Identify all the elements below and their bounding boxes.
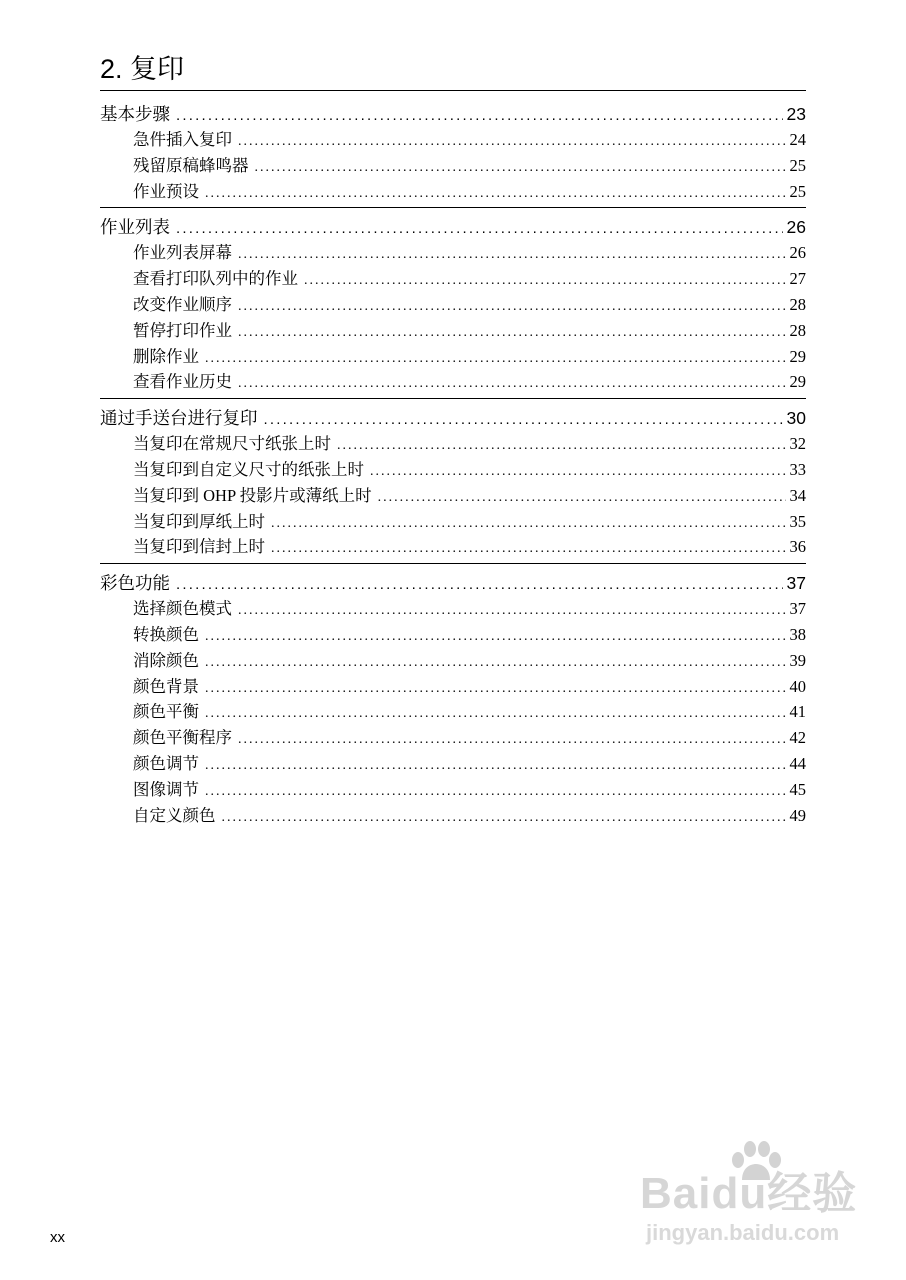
dot-leader bbox=[205, 701, 786, 727]
table-of-contents bbox=[100, 101, 806, 828]
toc-entry-page: 44 bbox=[789, 753, 806, 773]
toc-entry-page: 25 bbox=[789, 181, 806, 201]
toc-entry-page: 28 bbox=[789, 294, 806, 314]
toc-entry-page: 34 bbox=[789, 485, 806, 505]
toc-entry-title: 作业列表屏幕 bbox=[133, 243, 232, 263]
dot-leader bbox=[264, 407, 783, 433]
toc-entry-row[interactable] bbox=[100, 369, 806, 395]
toc-entry-row[interactable] bbox=[100, 596, 806, 622]
toc-entry-page: 26 bbox=[789, 243, 806, 263]
toc-heading-page: 37 bbox=[786, 573, 806, 594]
toc-entry-title: 作业预设 bbox=[133, 181, 199, 201]
dot-leader bbox=[378, 485, 786, 511]
toc-heading-page: 23 bbox=[786, 104, 806, 124]
toc-entry-row[interactable] bbox=[100, 751, 806, 777]
baidu-watermark bbox=[640, 1140, 858, 1250]
dot-leader bbox=[238, 242, 786, 268]
toc-entry-page: 40 bbox=[789, 676, 806, 696]
toc-section bbox=[100, 405, 806, 564]
dot-leader bbox=[238, 129, 786, 155]
toc-entry-title: 改变作业顺序 bbox=[133, 294, 232, 314]
dot-leader bbox=[271, 511, 786, 537]
toc-entry-page: 25 bbox=[789, 155, 806, 175]
toc-entry-row[interactable] bbox=[100, 648, 806, 674]
dot-leader bbox=[337, 433, 786, 459]
watermark-url: jingyan.baidu.com bbox=[646, 1220, 840, 1245]
toc-entry-page: 38 bbox=[789, 624, 806, 644]
toc-entry-row[interactable] bbox=[100, 622, 806, 648]
toc-entry-page: 35 bbox=[789, 511, 806, 531]
toc-entry-row[interactable] bbox=[100, 534, 806, 560]
toc-entry-row[interactable] bbox=[100, 803, 806, 829]
section-divider bbox=[100, 398, 806, 399]
toc-heading-title: 基本步骤 bbox=[100, 104, 170, 124]
dot-leader bbox=[205, 779, 786, 805]
dot-leader bbox=[205, 181, 786, 207]
dot-leader bbox=[176, 103, 783, 129]
toc-entry-title: 查看作业历史 bbox=[133, 372, 232, 392]
toc-entry-row[interactable] bbox=[100, 179, 806, 205]
page-number: xx bbox=[50, 1229, 65, 1246]
dot-leader bbox=[176, 216, 783, 242]
toc-entry-page: 27 bbox=[789, 269, 806, 289]
toc-entry-title: 转换颜色 bbox=[133, 624, 199, 644]
section-divider bbox=[100, 563, 806, 564]
chapter-title-rule bbox=[100, 90, 806, 91]
toc-entry-row[interactable] bbox=[100, 483, 806, 509]
dot-leader bbox=[304, 268, 786, 294]
toc-entry-title: 急件插入复印 bbox=[133, 130, 232, 149]
toc-entry-title: 颜色调节 bbox=[133, 753, 199, 773]
toc-entry-title: 颜色平衡程序 bbox=[133, 728, 232, 748]
toc-entry-page: 36 bbox=[789, 537, 806, 557]
toc-heading-row[interactable] bbox=[100, 570, 806, 596]
toc-entry-row[interactable] bbox=[100, 127, 806, 153]
toc-entry-page: 29 bbox=[789, 346, 806, 366]
toc-section bbox=[100, 570, 806, 828]
toc-entry-page: 29 bbox=[789, 372, 806, 392]
dot-leader bbox=[271, 536, 786, 562]
toc-entry-title: 当复印到信封上时 bbox=[133, 537, 265, 557]
watermark-logo-text: Baidu经验 bbox=[640, 1169, 858, 1218]
toc-entry-row[interactable] bbox=[100, 509, 806, 535]
dot-leader bbox=[176, 572, 783, 598]
dot-leader bbox=[205, 650, 786, 676]
toc-entry-title: 删除作业 bbox=[133, 346, 199, 366]
toc-entry-title: 消除颜色 bbox=[133, 650, 199, 670]
dot-leader bbox=[222, 805, 786, 831]
toc-heading-page: 30 bbox=[786, 408, 806, 429]
toc-entry-row[interactable] bbox=[100, 318, 806, 344]
toc-entry-page: 24 bbox=[789, 130, 806, 149]
toc-entry-row[interactable] bbox=[100, 725, 806, 751]
section-divider bbox=[100, 207, 806, 208]
dot-leader bbox=[238, 294, 786, 320]
toc-entry-title: 残留原稿蜂鸣器 bbox=[133, 155, 249, 175]
toc-heading-page: 26 bbox=[786, 217, 806, 238]
toc-entry-page: 39 bbox=[789, 650, 806, 670]
toc-heading-row[interactable] bbox=[100, 214, 806, 240]
toc-entry-page: 49 bbox=[789, 805, 806, 825]
dot-leader bbox=[205, 753, 786, 779]
toc-heading-row[interactable] bbox=[100, 405, 806, 431]
dot-leader bbox=[205, 346, 786, 372]
toc-entry-title: 当复印到厚纸上时 bbox=[133, 511, 265, 531]
toc-entry-page: 42 bbox=[789, 728, 806, 748]
toc-entry-row[interactable] bbox=[100, 431, 806, 457]
toc-entry-title: 自定义颜色 bbox=[133, 805, 216, 825]
chapter-title: 2. 复印 bbox=[100, 54, 185, 84]
toc-entry-title: 当复印在常规尺寸纸张上时 bbox=[133, 434, 331, 454]
toc-entry-row[interactable] bbox=[100, 292, 806, 318]
toc-entry-title: 当复印到自定义尺寸的纸张上时 bbox=[133, 459, 364, 479]
toc-entry-page: 45 bbox=[789, 779, 806, 799]
toc-entry-row[interactable] bbox=[100, 699, 806, 725]
toc-entry-page: 33 bbox=[789, 459, 806, 479]
toc-entry-row[interactable] bbox=[100, 240, 806, 266]
toc-entry-row[interactable] bbox=[100, 457, 806, 483]
dot-leader bbox=[238, 320, 786, 346]
toc-entry-title: 图像调节 bbox=[133, 779, 199, 799]
dot-leader bbox=[238, 598, 786, 624]
toc-entry-title: 当复印到 OHP 投影片或薄纸上时 bbox=[133, 485, 372, 505]
toc-entry-title: 暂停打印作业 bbox=[133, 320, 232, 340]
dot-leader bbox=[255, 155, 786, 181]
toc-entry-title: 颜色平衡 bbox=[133, 702, 199, 722]
toc-entry-row[interactable] bbox=[100, 153, 806, 179]
toc-entry-title: 选择颜色模式 bbox=[133, 599, 232, 619]
toc-entry-page: 28 bbox=[789, 320, 806, 340]
dot-leader bbox=[370, 459, 786, 485]
dot-leader bbox=[238, 727, 786, 753]
dot-leader bbox=[205, 676, 786, 702]
toc-entry-page: 41 bbox=[789, 702, 806, 722]
toc-heading-title: 通过手送台进行复印 bbox=[100, 408, 258, 429]
toc-entry-page: 32 bbox=[789, 434, 806, 454]
toc-entry-row[interactable] bbox=[100, 266, 806, 292]
toc-section bbox=[100, 214, 806, 399]
toc-section bbox=[100, 101, 806, 208]
toc-entry-row[interactable] bbox=[100, 344, 806, 370]
toc-entry-row[interactable] bbox=[100, 674, 806, 700]
dot-leader bbox=[205, 624, 786, 650]
toc-entry-title: 颜色背景 bbox=[133, 676, 199, 696]
dot-leader bbox=[238, 371, 786, 397]
toc-heading-row[interactable] bbox=[100, 101, 806, 127]
toc-heading-title: 彩色功能 bbox=[100, 573, 170, 594]
toc-entry-title: 查看打印队列中的作业 bbox=[133, 269, 298, 289]
toc-heading-title: 作业列表 bbox=[100, 217, 170, 238]
toc-entry-page: 37 bbox=[789, 599, 806, 619]
toc-entry-row[interactable] bbox=[100, 777, 806, 803]
